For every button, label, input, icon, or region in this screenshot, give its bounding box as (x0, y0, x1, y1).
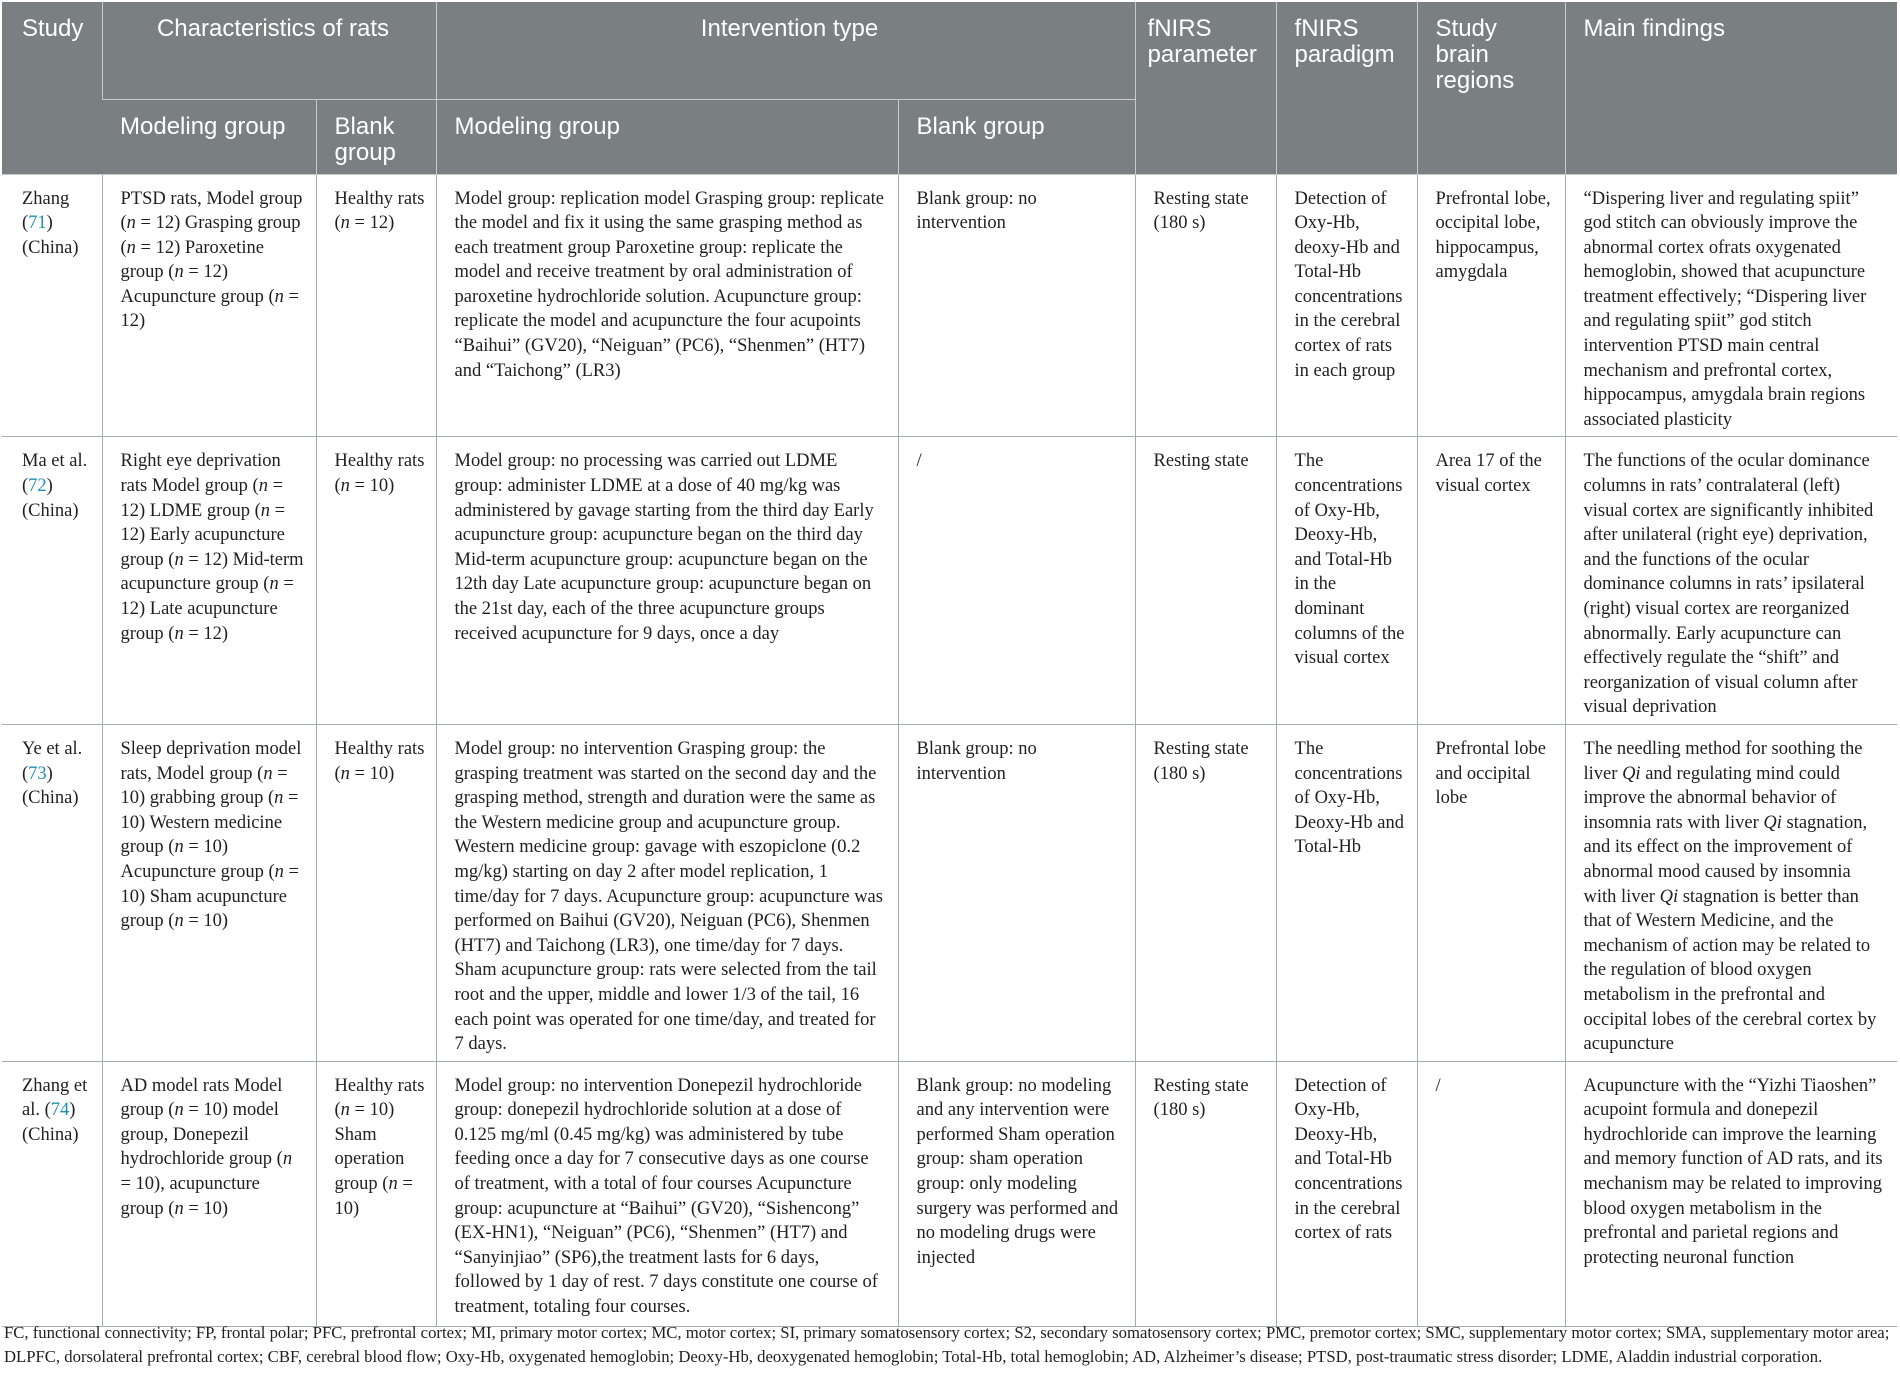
subheader-blank-group: Blank group (316, 99, 436, 174)
cell-study: Ye et al. (73) (China) (2, 724, 102, 1061)
cell-blank-group: Healthy rats (n = 10) (316, 437, 436, 725)
reference-link[interactable]: 73 (28, 763, 47, 784)
table-row (2, 1061, 1897, 1326)
header-fnirs-parameter: fNIRS parameter (1135, 2, 1276, 174)
italic-symbol: n (258, 476, 268, 497)
cell-fnirs-parameter: Resting state (180 s) (1135, 1061, 1276, 1326)
italic-symbol: n (126, 237, 136, 258)
subheader-intervention-modeling-group: Modeling group (436, 99, 898, 174)
italic-symbol: n (388, 1174, 398, 1195)
reference-link[interactable]: 74 (50, 1100, 70, 1121)
cell-intervention-blank: Blank group: no modeling and any intervention were performed Sham operation group: sham operation group: only modeling surgery was performed and no modeling drugs were injected (898, 1061, 1135, 1326)
header-brain-regions: Study brain regions (1417, 2, 1565, 174)
table-row (2, 174, 1897, 437)
italic-symbol: n (174, 623, 184, 644)
table-header (2, 2, 1897, 174)
cell-fnirs-paradigm: The concentrations of Oxy-Hb, Deoxy-Hb, and Total-Hb in the dominant columns of the visual cortex (1276, 437, 1417, 725)
italic-symbol: n (269, 574, 279, 595)
cell-modeling-group: AD model rats Model group (n = 10) model group, Donepezil hydrochloride group (n = 10), acupuncture group (n = 10) (102, 1061, 316, 1326)
italic-symbol: n (340, 476, 350, 497)
header-characteristics: Characteristics of rats (102, 2, 436, 99)
subheader-intervention-blank-group: Blank group (898, 99, 1135, 174)
cell-modeling-group: Sleep deprivation model rats, Model group (n = 10) grabbing group (n = 10) Western medicine group (n = 10) Acupuncture group (n = 10) Sham acupuncture group (n = 10) (102, 724, 316, 1061)
reference-link[interactable]: 72 (28, 476, 47, 497)
reference-link[interactable]: 71 (28, 213, 47, 234)
cell-main-findings: “Dispering liver and regulating spiit” god stitch can obviously improve the abnormal cortex ofrats oxygenated hemoglobin, showed that acupuncture treatment effectively; “Dispering liver and regulating spiit” god stitch intervention PTSD main central mechanism and prefrontal cortex, hippocampus, amygdala brain regions associated plasticity (1565, 174, 1897, 437)
cell-intervention-blank: Blank group: no intervention (898, 174, 1135, 437)
italic-symbol: n (126, 213, 136, 234)
studies-table (2, 2, 1897, 1327)
italic-symbol: n (174, 911, 184, 932)
cell-blank-group: Healthy rats (n = 10) Sham operation group (n = 10) (316, 1061, 436, 1326)
cell-main-findings: Acupuncture with the “Yizhi Tiaoshen” acupoint formula and donepezil hydrochloride can improve the learning and memory function of AD rats, and its mechanism may be related to improving blood oxygen metabolism in the prefrontal and parietal regions and protecting neuronal function (1565, 1061, 1897, 1326)
italic-symbol: n (174, 1198, 184, 1219)
header-intervention-type: Intervention type (436, 2, 1135, 99)
italic-symbol: n (274, 861, 284, 882)
cell-intervention-modeling: Model group: no processing was carried out LDME group: administer LDME at a dose of 40 mg/kg was administered by gavage starting from the third day Early acupuncture group: acupuncture began on the third day Mid-term acupuncture group: acupuncture began on the 12th day Late acupuncture group: acupuncture began on the 21st day, each of the three acupuncture groups received acupuncture for 9 days, once a day (436, 437, 898, 725)
italic-symbol: n (340, 763, 350, 784)
header-study: Study (2, 2, 102, 174)
italic-symbol: n (174, 262, 184, 283)
cell-fnirs-parameter: Resting state (1135, 437, 1276, 725)
cell-main-findings: The functions of the ocular dominance columns in rats’ contralateral (left) visual cortex are significantly inhibited after unilateral (right eye) deprivation, and the functions of the ocular dominance columns in rats’ ipsilateral (right) visual cortex are reorganized abnormally. Early acupuncture can effectively regulate the “shift” and reorganization of visual column after visual deprivation (1565, 437, 1897, 725)
cell-intervention-modeling: Model group: no intervention Grasping group: the grasping treatment was started on the second day and the grasping method, strength and duration were the same as the Western medicine group and acupuncture group. Western medicine group: gavage with eszopiclone (0.2 mg/kg) starting on day 2 after model replication, 1 time/day for 7 days. Acupuncture group: acupuncture was performed on Baihui (GV20), Neiguan (PC6), Shenmen (HT7) and Taichong (LR3), one time/day for 7 days. Sham acupuncture group: rats were selected from the tail root and the upper, middle and lower 1/3 of the tail, 16 each point was operated for one time/day, and treated for 7 days. (436, 724, 898, 1061)
italic-symbol: n (174, 837, 184, 858)
italic-symbol: n (274, 788, 284, 809)
cell-intervention-blank: / (898, 437, 1135, 725)
cell-modeling-group: PTSD rats, Model group (n = 12) Grasping group (n = 12) Paroxetine group (n = 12) Acupuncture group (n = 12) (102, 174, 316, 437)
table-row (2, 437, 1897, 725)
cell-study: Zhang et al. (74) (China) (2, 1061, 102, 1326)
cell-intervention-blank: Blank group: no intervention (898, 724, 1135, 1061)
italic-symbol: n (263, 763, 273, 784)
italic-symbol: n (282, 1149, 293, 1170)
italic-symbol: n (274, 286, 284, 307)
italic-symbol: Qi (1763, 812, 1782, 833)
table-body (2, 174, 1897, 1326)
cell-blank-group: Healthy rats (n = 12) (316, 174, 436, 437)
italic-symbol: Qi (1659, 886, 1679, 907)
cell-intervention-modeling: Model group: no intervention Donepezil hydrochloride group: donepezil hydrochloride solution at a dose of 0.125 mg/ml (0.45 mg/kg) was administered by tube feeding once a day for 7 consecutive days as one course of treatment, with a total of four courses Acupuncture group: acupuncture at “Baihui” (GV20), “Sishencong” (EX-HN1), “Neiguan” (PC6), “Shenmen” (HT7) and “Sanyinjiao” (SP6),the treatment lasts for 6 days, followed by 1 day of rest. 7 days constitute one course of treatment, totaling four courses. (436, 1061, 898, 1326)
italic-symbol: n (340, 1100, 350, 1121)
cell-brain-regions: Prefrontal lobe, occipital lobe, hippocampus, amygdala (1417, 174, 1565, 437)
subheader-modeling-group: Modeling group (102, 99, 316, 174)
cell-study: Ma et al. (72) (China) (2, 437, 102, 725)
cell-brain-regions: Area 17 of the visual cortex (1417, 437, 1565, 725)
italic-symbol: n (340, 213, 350, 234)
cell-study: Zhang (71) (China) (2, 174, 102, 437)
cell-fnirs-paradigm: Detection of Oxy-Hb, deoxy-Hb and Total-Hb concentrations in the cerebral cortex of rats in each group (1276, 174, 1417, 437)
italic-symbol: Qi (1622, 763, 1641, 784)
header-fnirs-paradigm: fNIRS paradigm (1276, 2, 1417, 174)
table-footnote: FC, functional connectivity; FP, frontal polar; PFC, prefrontal cortex; MI, primary motor cortex; MC, motor cortex; SI, primary somatosensory cortex; S2, secondary somatosensory cortex; PMC, premotor cortex; SMC, supplementary motor cortex; SMA, supplementary motor area; DLPFC, dorsolateral prefrontal cortex; CBF, cerebral blood flow; Oxy-Hb, oxygenated hemoglobin; Deoxy-Hb, deoxygenated hemoglobin; Total-Hb, total hemoglobin; AD, Alzheimer’s disease; PTSD, post-traumatic stress disorder; LDME, Aladdin industrial corporation. (4, 1323, 1890, 1366)
cell-fnirs-parameter: Resting state (180 s) (1135, 174, 1276, 437)
italic-symbol: n (260, 500, 271, 521)
cell-intervention-modeling: Model group: replication model Grasping group: replicate the model and fix it using the same grasping method as each treatment group Paroxetine group: replicate the model and receive treatment by oral administration of paroxetine hydrochloride solution. Acupuncture group: replicate the model and acupuncture the four acupoints “Baihui” (GV20), “Neiguan” (PC6), “Shenmen” (HT7) and “Taichong” (LR3) (436, 174, 898, 437)
table-row (2, 724, 1897, 1061)
cell-brain-regions: Prefrontal lobe and occipital lobe (1417, 724, 1565, 1061)
italic-symbol: n (174, 549, 184, 570)
cell-modeling-group: Right eye deprivation rats Model group (n = 12) LDME group (n = 12) Early acupuncture group (n = 12) Mid-term acupuncture group (n = 12) Late acupuncture group (n = 12) (102, 437, 316, 725)
cell-blank-group: Healthy rats (n = 10) (316, 724, 436, 1061)
cell-main-findings: The needling method for soothing the liver Qi and regulating mind could improve the abnormal behavior of insomnia rats with liver Qi stagnation, and its effect on the improvement of abnormal mood caused by insomnia with liver Qi stagnation is better than that of Western Medicine, and the mechanism of action may be related to the regulation of blood oxygen metabolism in the prefrontal and occipital lobes of the cerebral cortex by acupuncture (1565, 724, 1897, 1061)
cell-fnirs-paradigm: Detection of Oxy-Hb, Deoxy-Hb, and Total-Hb concentrations in the cerebral cortex of rats (1276, 1061, 1417, 1326)
italic-symbol: n (174, 1100, 184, 1121)
cell-fnirs-parameter: Resting state (180 s) (1135, 724, 1276, 1061)
cell-fnirs-paradigm: The concentrations of Oxy-Hb, Deoxy-Hb and Total-Hb (1276, 724, 1417, 1061)
cell-brain-regions: / (1417, 1061, 1565, 1326)
header-main-findings: Main findings (1565, 2, 1897, 174)
